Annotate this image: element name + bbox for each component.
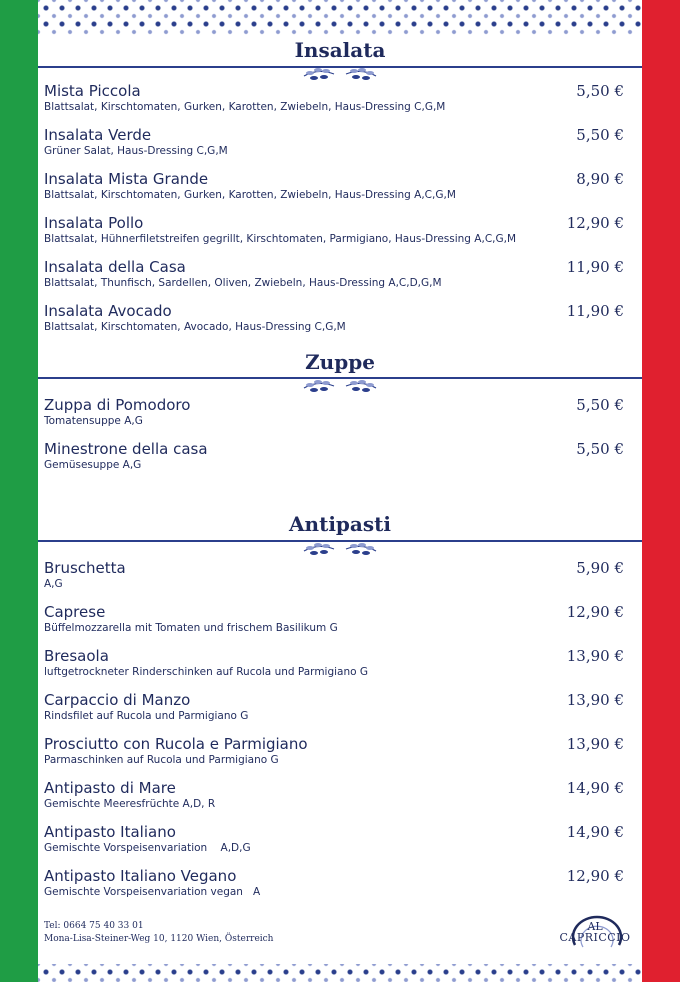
item-name: Insalata Verde (44, 126, 152, 144)
item-price: 12,90 € (566, 603, 624, 621)
item-description: Blattsalat, Kirschtomaten, Gurken, Karotten, Zwiebeln, Haus-Dressing C,G,M (44, 101, 446, 113)
item-description: Büffelmozzarella mit Tomaten und frischem Basilikum G (44, 622, 338, 634)
menu-item (44, 823, 634, 855)
section-title (38, 38, 642, 62)
item-price: 5,90 € (576, 559, 624, 577)
item-price: 5,50 € (576, 440, 624, 458)
item-description: Gemüsesuppe A,G (44, 459, 142, 471)
item-name: Insalata Avocado (44, 302, 172, 320)
section-title-text: Insalata (287, 38, 394, 62)
item-description: Blattsalat, Thunfisch, Sardellen, Oliven, Zwiebeln, Haus-Dressing A,C,D,G,M (44, 277, 442, 289)
item-description: Rindsfilet auf Rucola und Parmigiano G (44, 710, 249, 722)
flag-stripe-green (0, 0, 38, 982)
item-price: 13,90 € (566, 735, 624, 753)
menu-item (44, 559, 634, 591)
menu-item (44, 214, 634, 246)
address: Mona-Lisa-Steiner-Weg 10, 1120 Wien, Österreich (44, 934, 274, 944)
menu-item (44, 126, 634, 158)
menu-item (44, 258, 634, 290)
item-name: Prosciutto con Rucola e Parmigiano (44, 735, 308, 753)
logo-text-capriccio: CAPRICCIO (559, 931, 631, 944)
menu-item (44, 779, 634, 811)
menu-item (44, 440, 634, 472)
section-title-text: Zuppe (297, 350, 383, 374)
item-name: Zuppa di Pomodoro (44, 396, 191, 414)
item-name: Bresaola (44, 647, 109, 665)
item-price: 5,50 € (576, 396, 624, 414)
contact-footer (44, 920, 273, 946)
item-description: Blattsalat, Kirschtomaten, Avocado, Haus-Dressing C,G,M (44, 321, 346, 333)
item-description: Blattsalat, Hühnerfiletstreifen gegrillt, Kirschtomaten, Parmigiano, Haus-Dressing A,C,G,M (44, 233, 517, 245)
item-name: Insalata della Casa (44, 258, 186, 276)
tile-border-top (38, 0, 642, 36)
menu-item (44, 867, 634, 899)
item-description: Blattsalat, Kirschtomaten, Gurken, Karotten, Zwiebeln, Haus-Dressing A,C,G,M (44, 189, 456, 201)
item-price: 12,90 € (566, 867, 624, 885)
item-price: 11,90 € (566, 302, 624, 320)
item-description: Grüner Salat, Haus-Dressing C,G,M (44, 145, 228, 157)
item-description: Gemischte Meeresfrüchte A,D, R (44, 798, 216, 810)
item-price: 5,50 € (576, 82, 624, 100)
section-header-zuppe (38, 348, 642, 400)
olive-branch-icon (300, 539, 380, 559)
item-name: Insalata Pollo (44, 214, 144, 232)
section-header-antipasti (38, 510, 642, 562)
menu-item (44, 735, 634, 767)
item-price: 5,50 € (576, 126, 624, 144)
item-description: Gemischte Vorspeisenvariation vegan A (44, 886, 261, 898)
section-title-text: Antipasti (281, 512, 399, 536)
item-name: Antipasto Italiano Vegano (44, 867, 237, 885)
item-description: luftgetrockneter Rinderschinken auf Rucola und Parmigiano G (44, 666, 369, 678)
item-price: 14,90 € (566, 779, 624, 797)
item-description: A,G (44, 578, 63, 590)
item-name: Antipasto di Mare (44, 779, 176, 797)
phone-number: Tel: 0664 75 40 33 01 (44, 921, 144, 931)
olive-branch-icon (300, 64, 380, 84)
menu-item (44, 647, 634, 679)
restaurant-logo (553, 905, 637, 959)
item-name: Minestrone della casa (44, 440, 208, 458)
item-name: Carpaccio di Manzo (44, 691, 191, 709)
item-name: Caprese (44, 603, 106, 621)
item-price: 14,90 € (566, 823, 624, 841)
menu-item (44, 302, 634, 334)
menu-item (44, 396, 634, 428)
menu-item (44, 82, 634, 114)
item-price: 11,90 € (566, 258, 624, 276)
item-price: 12,90 € (566, 214, 624, 232)
olive-branch-icon (300, 376, 380, 396)
logo-text-al: AL (587, 920, 603, 933)
item-price: 13,90 € (566, 647, 624, 665)
menu-item (44, 603, 634, 635)
item-name: Antipasto Italiano (44, 823, 176, 841)
menu-item (44, 170, 634, 202)
menu-item (44, 691, 634, 723)
section-title (38, 512, 642, 536)
item-name: Insalata Mista Grande (44, 170, 209, 188)
item-price: 13,90 € (566, 691, 624, 709)
flag-stripe-red (642, 0, 680, 982)
item-description: Parmaschinken auf Rucola und Parmigiano G (44, 754, 279, 766)
item-price: 8,90 € (576, 170, 624, 188)
item-name: Bruschetta (44, 559, 126, 577)
item-description: Tomatensuppe A,G (44, 415, 143, 427)
section-title (38, 350, 642, 374)
item-name: Mista Piccola (44, 82, 141, 100)
item-description: Gemischte Vorspeisenvariation A,D,G (44, 842, 251, 854)
tile-border-bottom (38, 964, 642, 982)
section-header-insalata (38, 36, 642, 88)
